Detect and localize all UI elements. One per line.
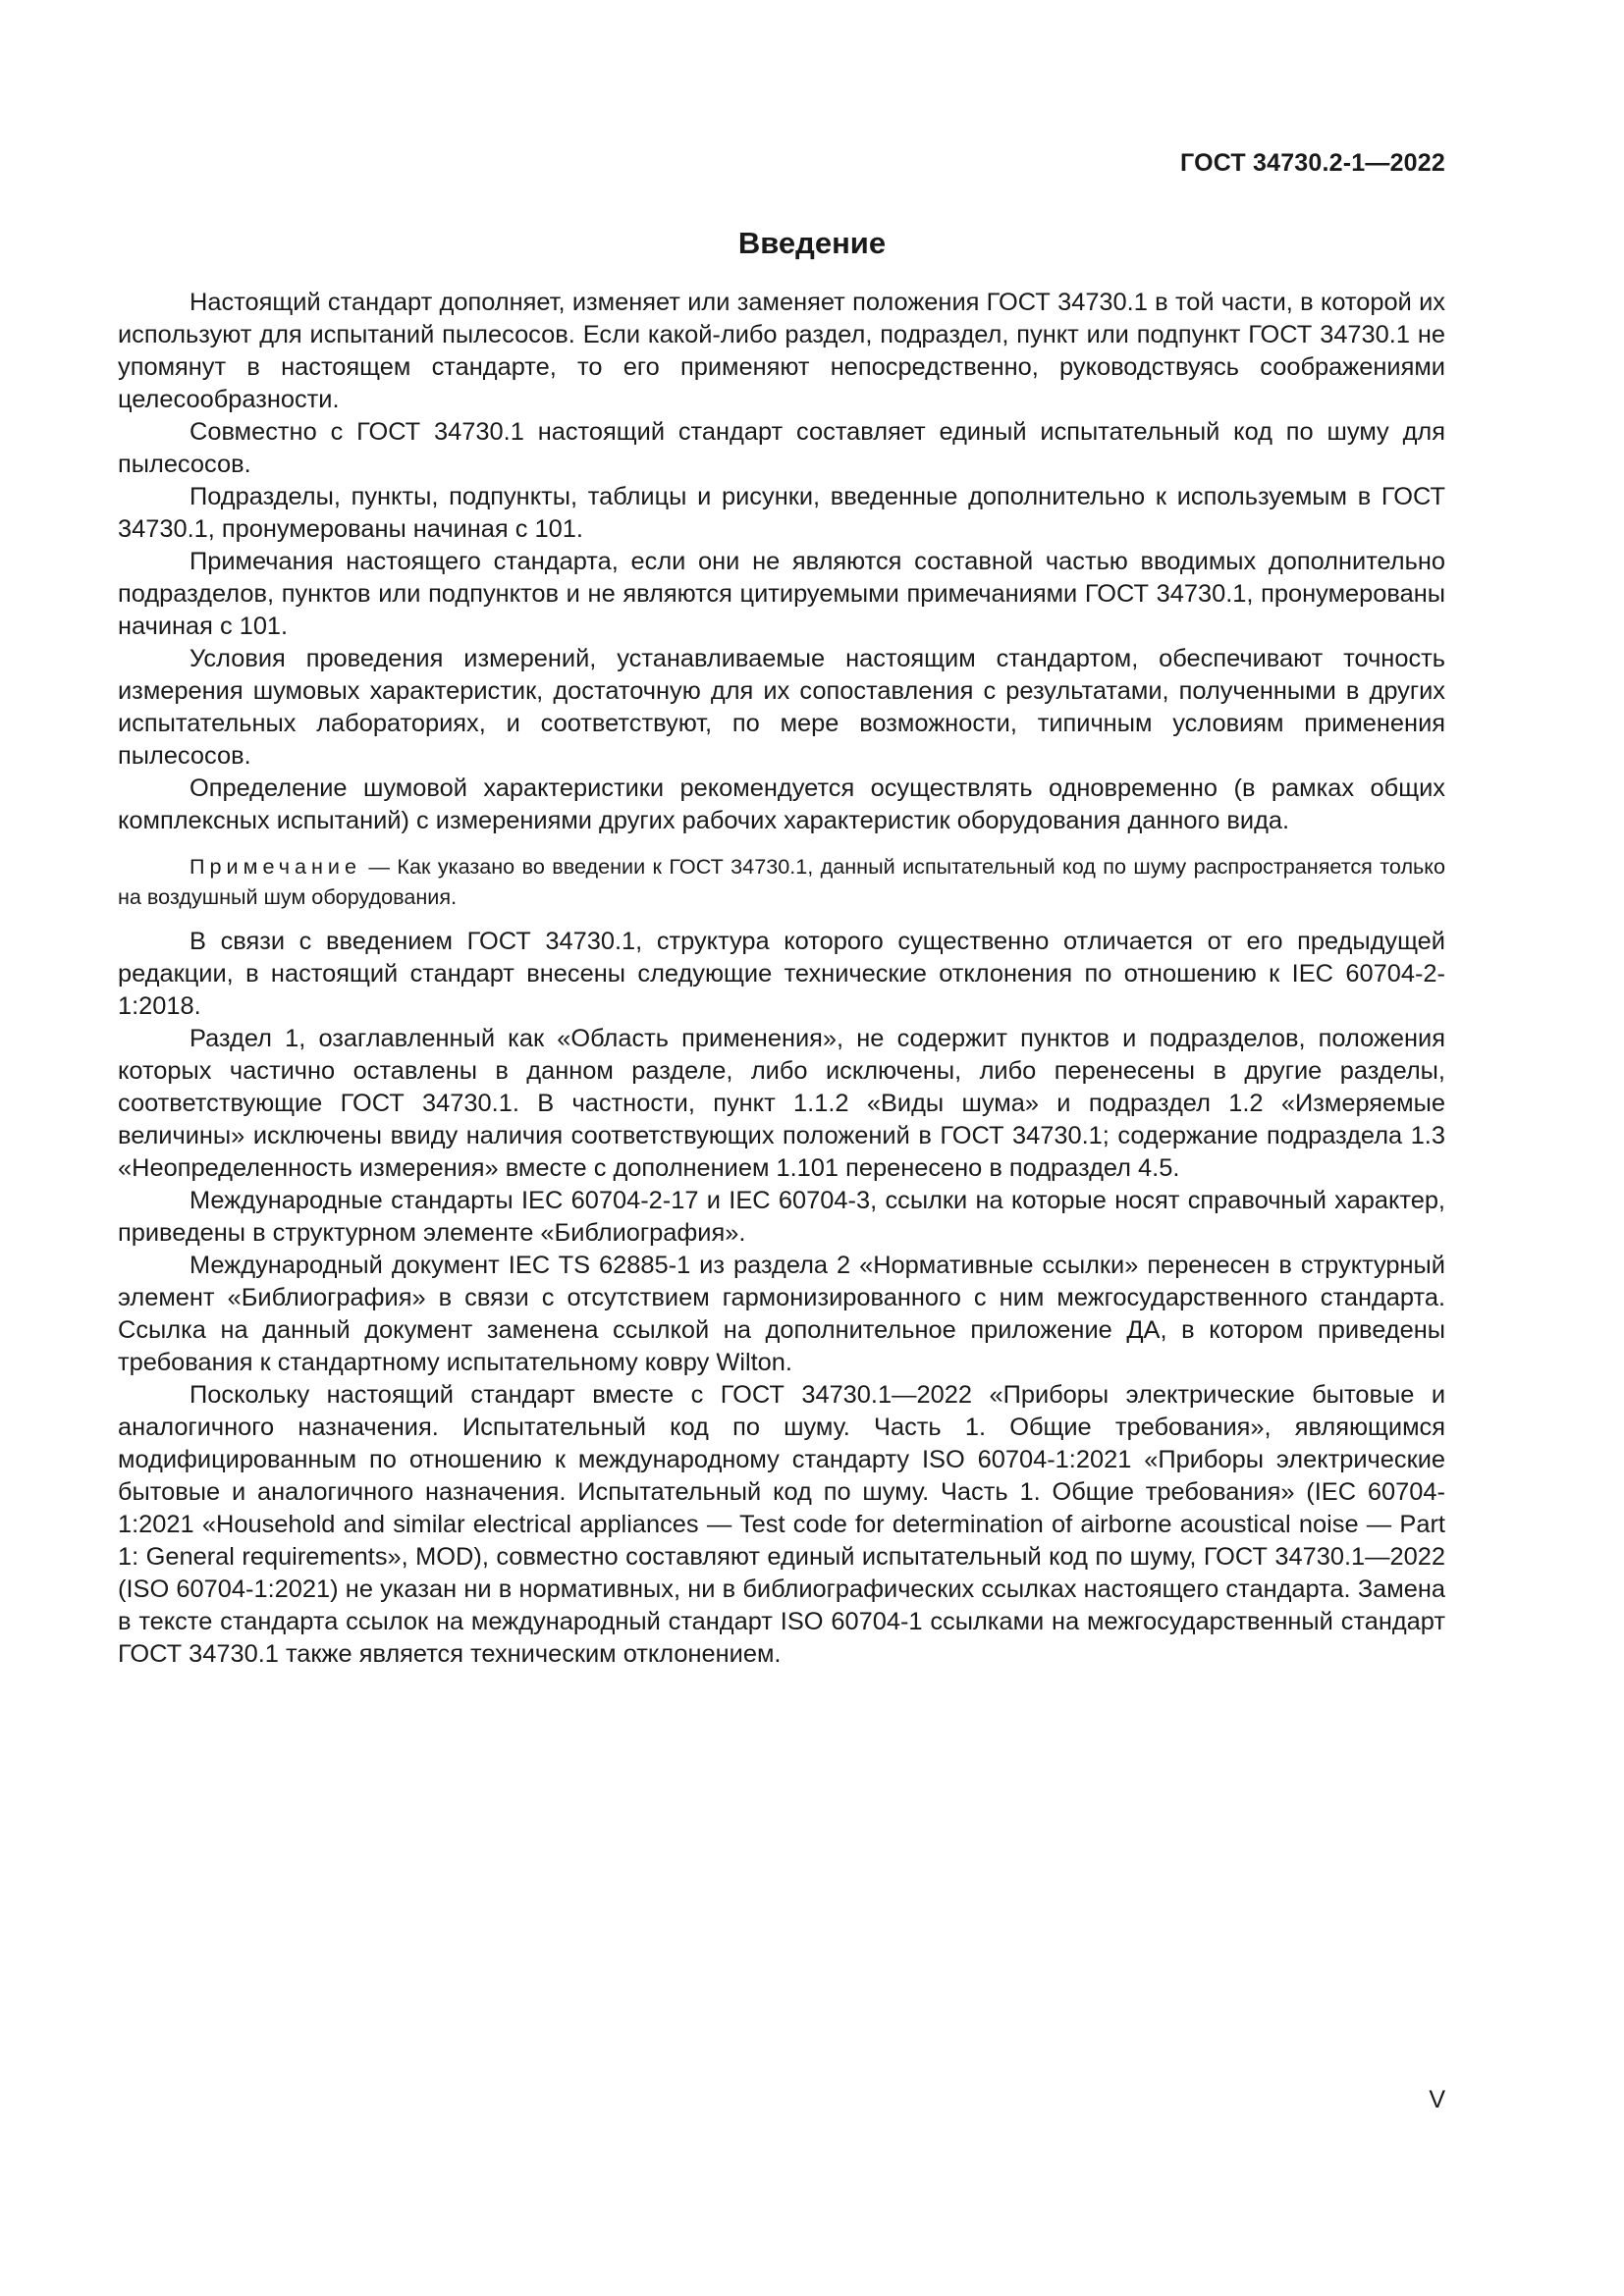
paragraph: Поскольку настоящий стандарт вместе с ГОСТ 34730.1—2022 «Приборы электрические бытовые и аналогичного назначения. Испытательный код по шуму. Часть 1. Общие требования», являющимся модифицированным по отношению к международному стандарту ISO 60704-1:2021 «Приборы электрические бытовые и аналогичного назначения. Испытательный код по шуму. Часть 1. Общие требования» (IEC 60704-1:2021 «Household and similar electrical appliances — Test code for determination of airborne acoustical noise — Part 1: General requirements», MOD), совместно составляют единый испытательный код по шуму, ГОСТ 34730.1—2022 (ISO 60704-1:2021) не указан ни в нормативных, ни в библиографических ссылках настоящего стандарта. Замена в тексте стандарта ссылок на международный стандарт ISO 60704-1 ссылками на межгосударственный стандарт ГОСТ 34730.1 также является техническим отклонением. [118, 1381, 1445, 1668]
paragraph: Примечания настоящего стандарта, если они не являются составной частью вводимых дополнительно подразделов, пунктов или подпунктов и не являются цитируемыми примечаниями ГОСТ 34730.1, пронумерованы начиная с 101. [118, 548, 1445, 640]
page-number: V [1429, 2086, 1445, 2113]
note [118, 851, 1445, 912]
paragraph: В связи с введением ГОСТ 34730.1, структура которого существенно отличается от его предыдущей редакции, в настоящий стандарт внесены следующие технические отклонения по отношению к IEC 60704-2-1:2018. [118, 928, 1445, 1020]
introduction-body [118, 287, 1445, 1671]
paragraph: Подразделы, пункты, подпункты, таблицы и рисунки, введенные дополнительно к используемым в ГОСТ 34730.1, пронумерованы начиная с 101. [118, 483, 1445, 543]
standard-designation: ГОСТ 34730.2-1—2022 [1180, 149, 1445, 177]
paragraph: Определение шумовой характеристики рекомендуется осуществлять одновременно (в рамках общих комплексных испытаний) с измерениями других рабочих характеристик оборудования данного вида. [118, 774, 1445, 834]
paragraph: Раздел 1, озаглавленный как «Область применения», не содержит пунктов и подразделов, положения которых частично оставлены в данном разделе, либо исключены, либо перенесены в другие разделы, соответствующие ГОСТ 34730.1. В частности, пункт 1.1.2 «Виды шума» и подраздел 1.2 «Измеряемые величины» исключены ввиду наличия соответствующих положений в ГОСТ 34730.1; содержание подраздела 1.3 «Неопределенность измерения» вместе с дополнением 1.101 перенесено в подраздел 4.5. [118, 1025, 1445, 1182]
section-title: Введение [737, 226, 887, 260]
paragraph: Совместно с ГОСТ 34730.1 настоящий стандарт составляет единый испытательный код по шуму для пылесосов. [118, 418, 1445, 478]
paragraph: Настоящий стандарт дополняет, изменяет или заменяет положения ГОСТ 34730.1 в той части, в которой их используют для испытаний пылесосов. Если какой-либо раздел, подраздел, пункт или подпункт ГОСТ 34730.1 не упомянут в настоящем стандарте, то его применяют непосредственно, руководствуясь соображениями целесообразности. [118, 289, 1445, 413]
note-label: Примечание [189, 854, 361, 879]
paragraph: Международный документ IEC TS 62885-1 из раздела 2 «Нормативные ссылки» перенесен в структурный элемент «Библиография» в связи с отсутствием гармонизированного с ним межгосударственного стандарта. Ссылка на данный документ заменена ссылкой на дополнительное приложение ДА, в котором приведены требования к стандартному испытательному ковру Wilton. [118, 1252, 1445, 1376]
paragraph: Международные стандарты IEC 60704-2-17 и IEC 60704-3, ссылки на которые носят справочный характер, приведены в структурном элементе «Библиография». [118, 1187, 1445, 1247]
paragraph: Условия проведения измерений, устанавливаемые настоящим стандартом, обеспечивают точность измерения шумовых характеристик, достаточную для их сопоставления с результатами, полученными в других испытательных лабораториях, и соответствуют, по мере возможности, типичным условиям применения пылесосов. [118, 645, 1445, 770]
note-text: — Как указано во введении к ГОСТ 34730.1, данный испытательный код по шуму распространяется только на воздушный шум оборудования. [118, 854, 1445, 909]
